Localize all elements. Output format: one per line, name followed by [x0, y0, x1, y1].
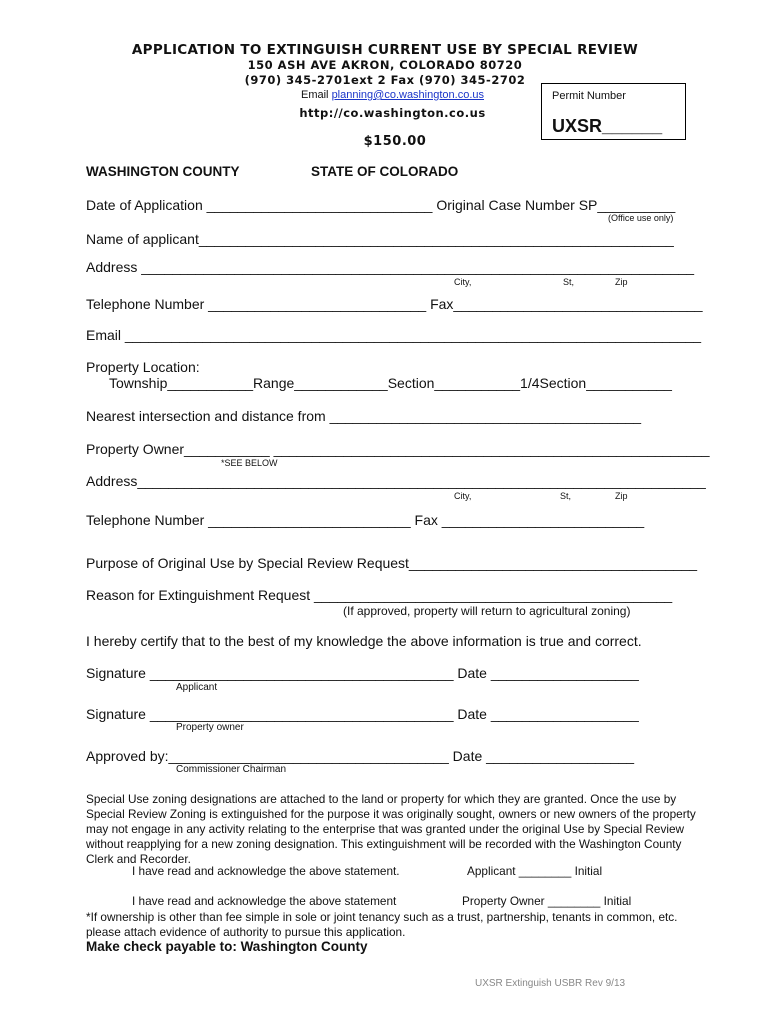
form-revision-footer: UXSR Extinguish USBR Rev 9/13 [475, 978, 626, 989]
see-below-note: *SEE BELOW [221, 458, 278, 468]
state-hint: St, [563, 277, 575, 287]
office-use-note: (Office use only) [608, 213, 674, 223]
applicant-telephone-field[interactable]: Telephone Number ____________________________ Fax________________________________ [86, 296, 703, 312]
owner-telephone-field[interactable]: Telephone Number __________________________ Fax __________________________ [86, 512, 645, 528]
zip-hint: Zip [615, 277, 628, 287]
county-label: WASHINGTON COUNTY [86, 164, 240, 179]
if-approved-note: (If approved, property will return to agricultural zoning) [343, 604, 631, 618]
applicant-acknowledge-statement: I have read and acknowledge the above statement. [132, 864, 400, 878]
owner-signature-caption: Property owner [176, 722, 244, 733]
permit-number-label: Permit Number [552, 90, 626, 102]
ownership-note: *If ownership is other than fee simple in sole or joint tenancy such as a trust, partnership, tenants in common, etc. please attach evidence of authority to pursue this application. [86, 910, 678, 939]
permit-number-value[interactable]: UXSR______ [552, 116, 663, 136]
website-link[interactable]: http://co.washington.co.us [299, 106, 486, 120]
owner-address-field[interactable]: Address_________________________________________________________________________ [86, 473, 706, 489]
owner-state-hint: St, [560, 491, 572, 501]
owner-initial-field[interactable]: Property Owner ________ Initial [462, 894, 632, 908]
application-fee: $150.00 [363, 134, 427, 149]
permit-number-box [541, 83, 686, 140]
email-link[interactable]: planning@co.washington.co.us [331, 89, 484, 101]
owner-signature-field[interactable]: Signature _______________________________________ Date ___________________ [86, 706, 639, 722]
applicant-initial-field[interactable]: Applicant ________ Initial [467, 864, 603, 878]
purpose-field[interactable]: Purpose of Original Use by Special Review Request_____________________________________ [86, 555, 698, 571]
applicant-address-field[interactable]: Address _______________________________________________________________________ [86, 259, 695, 275]
applicant-signature-field[interactable]: Signature _______________________________________ Date ___________________ [86, 665, 639, 681]
check-payable-note: Make check payable to: Washington County [86, 939, 368, 954]
owner-city-hint: City, [454, 491, 472, 501]
nearest-intersection-field[interactable]: Nearest intersection and distance from ________________________________________ [86, 408, 642, 424]
form-title: APPLICATION TO EXTINGUISH CURRENT USE BY SPECIAL REVIEW [131, 42, 639, 58]
certification-statement: I hereby certify that to the best of my knowledge the above information is true and correct. [86, 633, 642, 649]
state-label: STATE OF COLORADO [311, 164, 459, 179]
city-hint: City, [454, 277, 472, 287]
approved-by-caption: Commissioner Chairman [176, 764, 287, 775]
property-owner-field[interactable]: Property Owner___________ ________________________________________________________ [86, 441, 710, 457]
email-label: Email [301, 89, 332, 101]
owner-acknowledge-statement: I have read and acknowledge the above statement [132, 894, 397, 908]
property-location-label: Property Location: [86, 359, 200, 375]
approved-by-field[interactable]: Approved by:____________________________________ Date ___________________ [86, 748, 635, 764]
applicant-name-field[interactable]: Name of applicant_____________________________________________________________ [86, 231, 674, 247]
office-phone: (970) 345-2701ext 2 Fax (970) 345-2702 [244, 73, 526, 87]
zoning-notice-paragraph: Special Use zoning designations are attached to the land or property for which they are granted. Once the use by Special Review Zoning is extinguished for the purpose it was originally sought, owners or new owners of the property may not engage in any activity relating to the enterprise that was granted under the original Use by Special Review without reapplying for a new zoning designation. This extinguishment will be recorded with the Washington County Clerk and Recorder. [86, 792, 696, 866]
applicant-signature-caption: Applicant [176, 682, 218, 693]
office-address: 150 ASH AVE AKRON, COLORADO 80720 [247, 58, 523, 72]
date-of-application-field[interactable]: Date of Application _____________________________ Original Case Number SP__________ [86, 197, 676, 213]
applicant-email-field[interactable]: Email __________________________________________________________________________ [86, 327, 702, 343]
township-range-section-field[interactable]: Township___________Range____________Section___________1/4Section___________ [109, 375, 672, 391]
owner-zip-hint: Zip [615, 491, 628, 501]
reason-field[interactable]: Reason for Extinguishment Request ______________________________________________ [86, 587, 673, 603]
